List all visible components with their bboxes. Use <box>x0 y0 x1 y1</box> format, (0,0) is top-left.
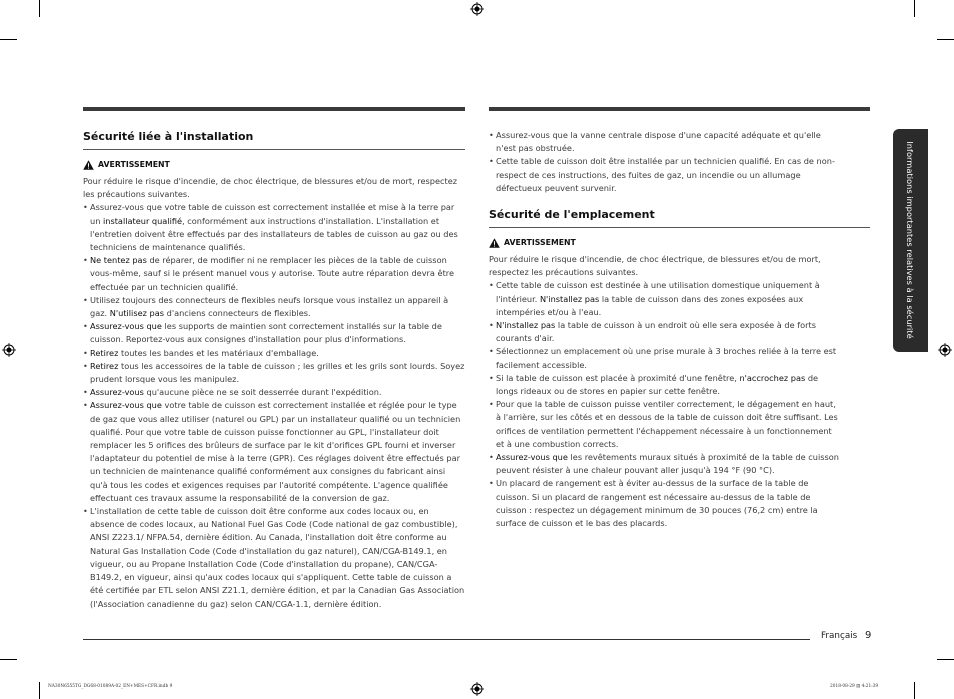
list-item <box>489 372 841 398</box>
item-text: , conformément aux instructions d'installation. L'installation et l'entretien doivent être effectués par des installateurs de tables de cuisson au gaz ou des techniciens de maintenance qualifiés. <box>90 215 458 253</box>
item-text: Un placard de rangement est à éviter au-dessus de la surface de la table de cuisson. Si un placard de rangement est nécessaire au-dessus de la table de cuisson : respectez un dégagement minimum de 30 pouces (76,2 cm) entre la surface de cuisson et le bas des placards. <box>496 478 818 529</box>
safety-list <box>489 129 841 195</box>
list-item <box>83 347 465 360</box>
list-item <box>489 451 841 477</box>
list-item <box>83 320 465 346</box>
item-text: la table de cuisson à un endroit où elle sera exposée à de forts courants d'air. <box>496 320 816 344</box>
footer-language: Français <box>821 631 858 641</box>
intro-paragraph: Pour réduire le risque d'incendie, de choc électrique, de blessures et/ou de mort, respectez les précautions suivantes. <box>83 176 458 200</box>
emphasis-text: Assurez-vous que <box>90 321 162 332</box>
intro-paragraph: Pour réduire le risque d'incendie, de choc électrique, de blessures et/ou de mort, respectez les précautions suivantes. <box>489 254 821 278</box>
registration-mark-icon <box>938 343 952 357</box>
warning-icon <box>489 238 500 248</box>
emphasis-text: installateur qualifié <box>102 215 183 226</box>
item-text: votre table de cuisson est correctement installée et réglée pour le type de gaz que vous allez utiliser (naturel ou GPL) par un installateur qualifié ou un technicien qualifié. Pour que votre table de cuisson puisse fonctionner au GPL, l'installateur doit remplacer les 5 orifices des brûleurs de surface par le kit d'orifices GPL fourni et inverser l'adaptateur du potentiel de mise à la terre (GPR). Ces réglages doivent être effectués par un technicien de maintenance qualifié conformément aux consignes du fabricant ainsi qu'à tous les codes et exigences requises par l'autorité compétente. L'agence qualifiée effectuant ces travaux assume la responsabilité de la conversion de gaz. <box>90 400 461 503</box>
item-text: Assurez-vous que la vanne centrale dispose d'une capacité adéquate et qu'elle n'est pas obstruée. <box>496 130 821 154</box>
list-item <box>489 129 841 155</box>
warning-label <box>489 237 841 249</box>
emphasis-text: Assurez-vous <box>90 387 144 398</box>
item-text: de longs rideaux ou de stores en papier sur cette fenêtre. <box>496 372 819 397</box>
list-item <box>83 254 465 294</box>
crop-mark <box>39 682 40 699</box>
safety-list <box>83 201 465 610</box>
crop-mark <box>914 682 915 699</box>
item-text: Cette table de cuisson doit être installée par un technicien qualifié. En cas de non-respect de ces instructions, des fuites de gaz, un incendie ou un allumage défectueux peuvent survenir. <box>496 156 835 193</box>
item-text: Pour que la table de cuisson puisse ventiler correctement, le dégagement en haut, à l'arrière, sur les côtés et en dessous de la table de cuisson doit être suffisant. Les orifices de ventilation permettent l'échappement nécessaire à un fonctionnement et à une combustion corrects. <box>496 399 838 449</box>
emphasis-text: N'utilisez pas <box>109 308 165 319</box>
item-text: toutes les bandes et les matériaux d'emballage. <box>118 347 319 358</box>
warning-label <box>83 159 465 171</box>
emphasis-text: N'installez pas <box>539 293 600 304</box>
emphasis-text: n'accrochez pas <box>739 372 806 383</box>
crop-mark <box>0 39 17 40</box>
right-column <box>489 129 841 530</box>
item-text: de réparer, de modifier ni ne remplacer les pièces de la table de cuisson vous-même, sauf si le présent manuel vous y autorise. Toute autre réparation devra être effectuée par un technicien qualifié. <box>90 255 454 292</box>
item-text: Utilisez toujours des connecteurs de flexibles neufs lorsque vous installez un appareil à gaz. <box>90 294 449 319</box>
list-item <box>83 386 465 399</box>
item-text: la table de cuisson dans des zones exposées aux intempéries et/ou à l'eau. <box>496 293 804 317</box>
left-column <box>83 130 465 611</box>
item-text: d'anciens connecteurs de flexibles. <box>164 308 311 319</box>
list-item <box>83 505 465 611</box>
registration-mark-icon <box>470 2 484 16</box>
warning-text: AVERTISSEMENT <box>504 238 576 248</box>
item-text: Si la table de cuisson est placée à proximité d'une fenêtre, <box>496 372 740 383</box>
item-text: tous les accessoires de la table de cuisson ; les grilles et les grils sont lourds. Soyez prudent lorsque vous les manipulez. <box>90 360 465 385</box>
section-title: Sécurité liée à l'installation <box>83 130 254 143</box>
warning-icon <box>83 160 94 170</box>
item-text: Sélectionnez un emplacement où une prise murale à 3 broches reliée à la terre est facilement accessible. <box>496 346 837 370</box>
emphasis-text: Assurez-vous que <box>496 452 568 463</box>
page-number: 9 <box>865 630 872 641</box>
list-item <box>83 360 465 386</box>
warning-text: AVERTISSEMENT <box>98 160 170 170</box>
item-text: Cette table de cuisson est destinée à une utilisation domestique uniquement à l'intérieur. <box>496 280 820 304</box>
crop-mark <box>39 0 40 17</box>
left-top-rule <box>83 107 465 111</box>
list-item <box>83 294 465 320</box>
list-item <box>489 345 841 371</box>
crop-mark <box>914 0 915 17</box>
item-text: les supports de maintien sont correctement installés sur la table de cuisson. Reportez-vous aux consignes d'installation pour plus d'informations. <box>90 321 442 345</box>
chapter-tab-label: Informations importantes relatives à la sécurité <box>905 141 915 339</box>
list-item <box>489 477 841 530</box>
registration-mark-icon <box>2 343 16 357</box>
section-title: Sécurité de l'emplacement <box>489 208 655 222</box>
emphasis-text: Retirez <box>90 347 119 358</box>
item-text: Assurez-vous que votre table de cuisson est correctement installée et mise à la terre par un <box>90 202 455 226</box>
emphasis-text: Ne tentez pas <box>90 255 147 266</box>
list-item <box>489 398 841 451</box>
emphasis-text: N'installez pas <box>496 320 556 331</box>
section-divider <box>489 227 870 228</box>
emphasis-text: Retirez <box>90 360 119 371</box>
print-slug-date: 2018-08-29 ▤ 4:21:39 <box>830 684 879 689</box>
list-item <box>489 155 841 195</box>
crop-mark <box>937 39 954 40</box>
print-slug-file: NA30N6555TG_DG68-01089A-02_EN+MES+CFR.indb 9 <box>48 684 173 689</box>
list-item <box>489 319 841 345</box>
emphasis-text: Assurez-vous que <box>90 400 162 411</box>
list-item <box>83 201 465 254</box>
item-text: L'installation de cette table de cuisson doit être conforme aux codes locaux ou, en absence de codes locaux, au National Fuel Gas Code (Code national de gaz combustible), ANSI Z223.1/ NFPA.54, dernière édition. Au Canada, l'installation doit être conforme au Natural Gas Installation Code (Code d'installation du gaz naturel), CAN/CGA-B149.1, en vigueur, ou au Propane Installation Code (Code d'installation du propane), CAN/CGA-B149.2, en vigueur, ainsi qu'aux codes locaux qui s'appliquent. Cette table de cuisson a été certifiée par ETL selon ANSI Z21.1, dernière édition, et par la Canadian Gas Association (l'Association canadienne du gaz) selon CAN/CGA-1.1, dernière édition. <box>90 506 465 609</box>
crop-mark <box>0 659 17 660</box>
section-divider <box>83 149 465 150</box>
item-text: qu'aucune pièce ne se soit desserrée durant l'expédition. <box>143 387 382 398</box>
registration-mark-icon <box>470 682 484 696</box>
item-text: les revêtements muraux situés à proximité de la table de cuisson peuvent résister à une chaleur pouvant aller jusqu'à 194 °F (90 °C). <box>496 452 839 476</box>
right-top-rule <box>489 107 870 111</box>
footer-rule <box>83 639 810 640</box>
safety-list <box>489 279 841 530</box>
list-item <box>83 399 465 505</box>
list-item <box>489 279 841 319</box>
crop-mark <box>937 659 954 660</box>
